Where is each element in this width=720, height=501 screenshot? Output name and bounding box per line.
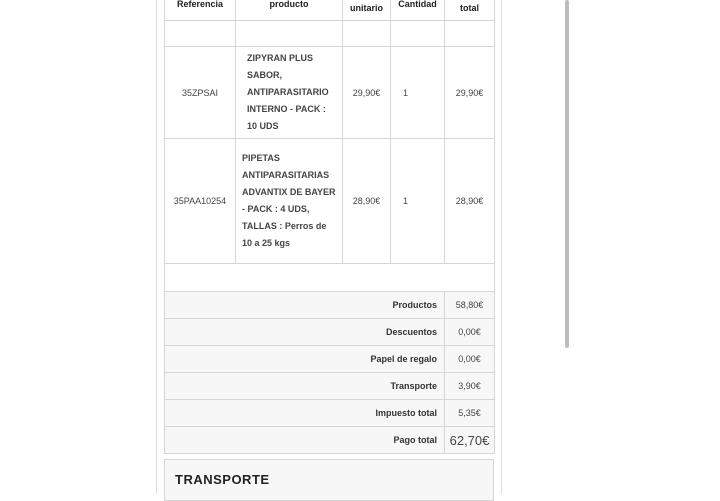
summary-row-tax (165, 400, 495, 427)
section-title: TRANSPORTE (175, 472, 270, 487)
summary-label: Descuentos (165, 319, 445, 346)
summary-row-shipping (165, 373, 495, 400)
transport-section (164, 459, 494, 501)
header-product: producto (236, 0, 343, 21)
spacer-row (165, 21, 495, 47)
header-quantity: Cantidad (391, 0, 445, 21)
summary-row-discounts (165, 319, 495, 346)
item-name: ZIPYRAN PLUS SABOR, ANTIPARASITARIO INTERNO - PACK : 10 UDS (236, 47, 343, 139)
item-quantity: 1 (391, 139, 445, 264)
summary-label: Papel de regalo (165, 346, 445, 373)
scrollbar[interactable] (565, 0, 569, 348)
table-row (165, 139, 495, 264)
summary-label: Impuesto total (165, 400, 445, 427)
summary-label: Productos (165, 292, 445, 319)
summary-label: Pago total (165, 427, 445, 454)
item-total: 29,90€ (445, 47, 495, 139)
item-quantity: 1 (391, 47, 445, 139)
item-unit-price: 29,90€ (343, 47, 391, 139)
item-reference: 35PAA10254 (165, 139, 236, 264)
summary-value: 0,00€ (445, 319, 495, 346)
table-row (165, 47, 495, 139)
summary-label: Transporte (165, 373, 445, 400)
item-unit-price: 28,90€ (343, 139, 391, 264)
total-payment-value: 62,70€ (445, 427, 495, 454)
header-unit-price: unitario (343, 0, 391, 21)
order-table (164, 0, 495, 454)
summary-value: 0,00€ (445, 346, 495, 373)
summary-value: 5,35€ (445, 400, 495, 427)
item-total: 28,90€ (445, 139, 495, 264)
item-name: PIPETAS ANTIPARASITARIAS ADVANTIX DE BAYER - PACK : 4 UDS, TALLAS : Perros de 10 a 25 kgs (236, 139, 343, 264)
summary-row-total (165, 427, 495, 454)
header-reference: Referencia (165, 0, 236, 21)
summary-row-products (165, 292, 495, 319)
summary-value: 3,90€ (445, 373, 495, 400)
spacer-row (165, 264, 495, 292)
summary-row-gift-wrap (165, 346, 495, 373)
summary-value: 58,80€ (445, 292, 495, 319)
table-header-row (165, 0, 495, 21)
header-total: total (445, 0, 495, 21)
item-reference: 35ZPSAI (165, 47, 236, 139)
